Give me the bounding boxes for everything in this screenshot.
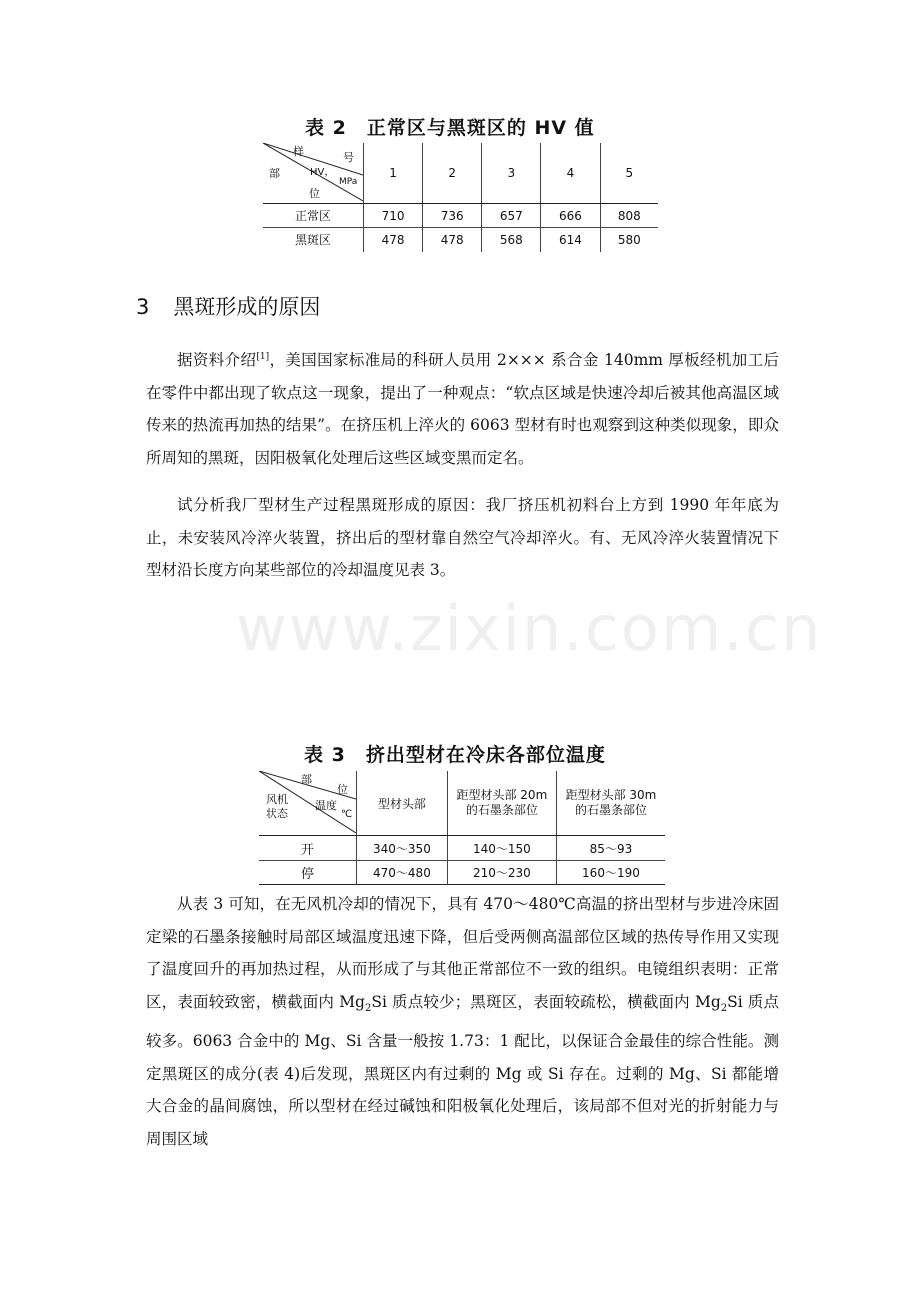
table2-corner-part: 部 <box>269 167 280 180</box>
text-run: Si 质点较少；黑斑区，表面较疏松，横截面内 Mg <box>371 992 721 1011</box>
table2-title: 表 2 正常区与黑斑区的 HV 值 <box>305 117 595 139</box>
table2-corner-sample: 样 <box>293 145 304 158</box>
table3-header-cell: 距型材头部 20m 的石墨条部位 <box>447 771 556 836</box>
table2-header-cell: 1 <box>364 143 423 204</box>
text-run: Si 质点较多。6063 合金中的 Mg、Si 含量一般按 1.73：1 配比，以保证合金最佳的综合性能。测定黑斑区的成分(表 4)后发现，黑斑区内有过剩的 Mg 或 Si 存在。过剩的 Mg、Si 都能增大合金的晶间腐蚀，所以型材在经过碱蚀和阳极氧化处理后，该局部不但对光的折射能力与周围区域 <box>146 992 779 1148</box>
table2-cell: 478 <box>364 228 423 252</box>
table2 <box>263 143 658 252</box>
table2-corner-cell <box>263 143 364 204</box>
paragraph <box>146 888 779 1155</box>
table2-cell: 808 <box>600 204 658 228</box>
table3-cell: 340～350 <box>357 836 448 861</box>
text-run: 据资料介绍 <box>177 351 257 370</box>
table3 <box>259 771 665 885</box>
table3-header-cell: 距型材头部 30m 的石墨条部位 <box>556 771 665 836</box>
table3-title: 表 3 挤出型材在冷床各部位温度 <box>304 744 606 766</box>
paragraph <box>146 341 779 474</box>
table2-corner-no: 号 <box>343 151 354 164</box>
table2-header-cell: 5 <box>600 143 658 204</box>
table2-cell: 736 <box>423 204 482 228</box>
subscript: 2 <box>364 1002 372 1014</box>
table2-header-cell: 2 <box>423 143 482 204</box>
table3-cell: 85～93 <box>556 836 665 861</box>
table2-header-cell: 4 <box>541 143 600 204</box>
body-text-lower <box>146 888 779 1155</box>
table3-cell: 160～190 <box>556 861 665 885</box>
section-number: 3 <box>136 295 150 319</box>
reference-mark: [1] <box>256 352 270 362</box>
table2-cell: 666 <box>541 204 600 228</box>
table3-corner-temp: 温度 <box>315 799 337 812</box>
table2-row-label: 正常区 <box>263 204 364 228</box>
text-run: ，美国国家标准局的科研人员用 2××× 系合金 140mm 厚板经机加工后在零件中都出现了软点这一现象，提出了一种观点：“软点区域是快速冷却后被其他高温区域传来的热流再加热的结果”。在挤压机上淬火的 6063 型材有时也观察到这种类似现象，即众所周知的黑斑，因阳极氧化处理后这些区域变黑而定名。 <box>146 351 779 467</box>
section-heading <box>136 291 320 321</box>
table2-corner-pos: 位 <box>309 187 320 200</box>
table2-corner-mpa: MPa <box>339 177 358 187</box>
section-title: 黑斑形成的原因 <box>173 295 321 319</box>
table3-cell: 470～480 <box>357 861 448 885</box>
table2-cell: 657 <box>482 204 541 228</box>
table2-cell: 614 <box>541 228 600 252</box>
table3-cell: 140～150 <box>447 836 556 861</box>
table2-header-cell: 3 <box>482 143 541 204</box>
table2-cell: 478 <box>423 228 482 252</box>
table2-cell: 568 <box>482 228 541 252</box>
table3-row-label: 开 <box>259 836 357 861</box>
table3-row-label: 停 <box>300 867 314 882</box>
table2-corner-hv: HV， <box>310 167 335 178</box>
table3-corner-unit: ℃ <box>341 809 353 820</box>
paragraph: 试分析我厂型材生产过程黑斑形成的原因：我厂挤压机初料台上方到 1990 年年底为止，未安装风冷淬火装置，挤出后的型材靠自然空气冷却淬火。有、无风冷淬火装置情况下型材沿长度方向某些部位的冷却温度见表 3。 <box>146 496 779 580</box>
body-text-upper <box>146 341 779 587</box>
table2-cell: 710 <box>364 204 423 228</box>
table3-header-cell: 型材头部 <box>357 771 448 836</box>
text-run: 从表 3 可知，在无风机冷却的情况下，具有 470～480℃高温的挤出型材与步进冷床固定梁的石墨条接触时局部区域温度迅速下降，但后受两侧高温部位区域的热传导作用又实现了温度回升的再加热过程，从而形成了与其他正常部位不一致的组织。电镜组织表明：正常区，表面较致密，横截面内 Mg <box>146 895 779 1011</box>
table2-row-label: 黑斑区 <box>294 233 331 248</box>
table3-corner-fan-state: 风机状态 <box>266 793 288 820</box>
table2-cell: 580 <box>600 228 658 252</box>
table3-corner-cell <box>259 771 357 836</box>
subscript: 2 <box>720 1002 728 1014</box>
table3-cell: 210～230 <box>447 861 556 885</box>
watermark: www.zixin.com.cn <box>236 592 823 665</box>
table3-corner-pos: 位 <box>337 783 348 796</box>
table3-corner-part: 部 <box>301 773 312 786</box>
